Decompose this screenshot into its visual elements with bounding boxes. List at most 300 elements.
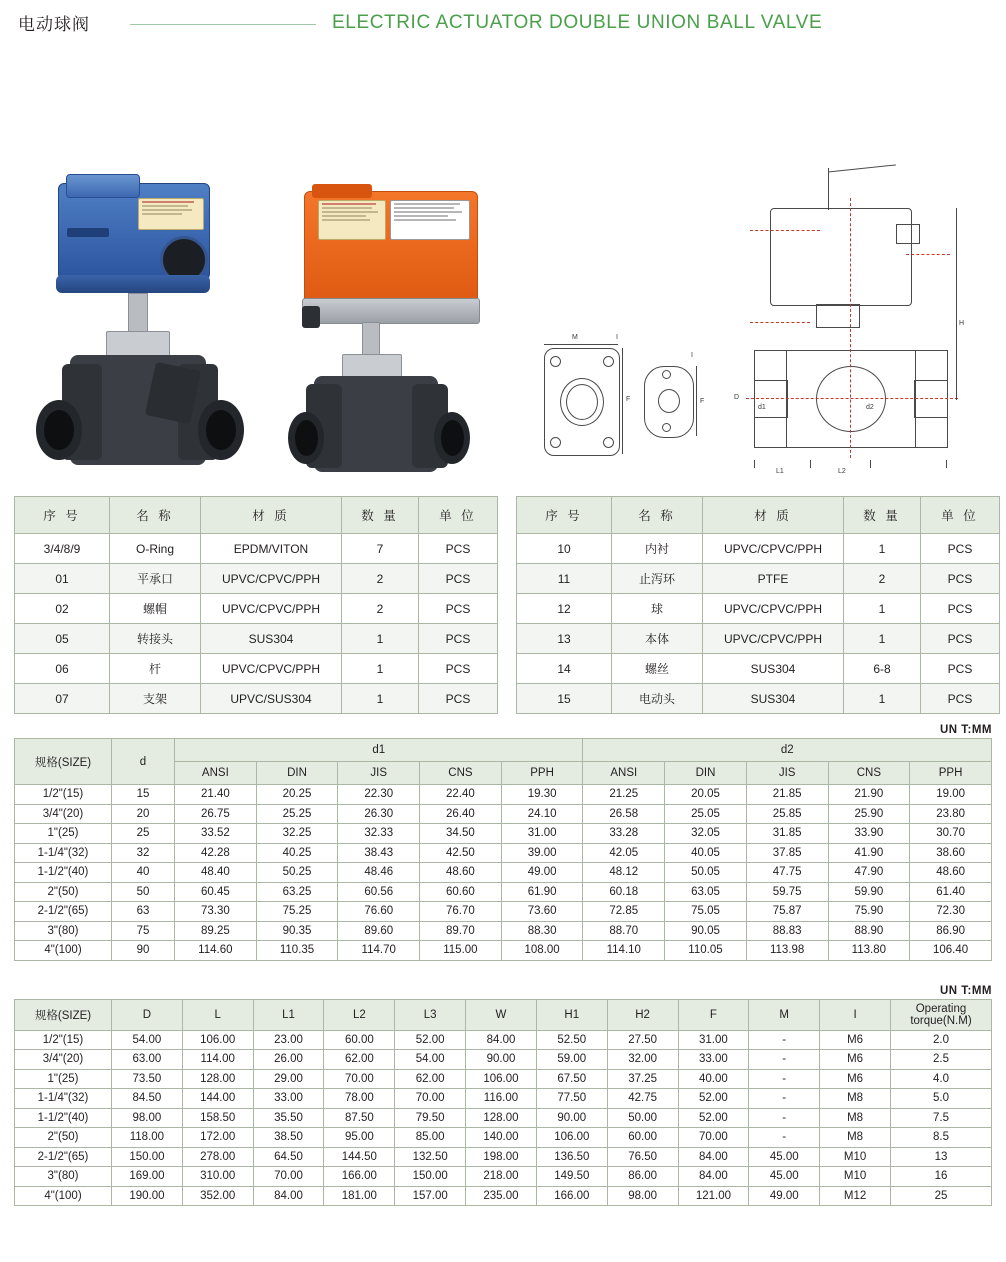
cell-L2: 78.00 xyxy=(324,1089,395,1109)
cell-d: 40 xyxy=(112,863,175,883)
cell-size: 1-1/4"(32) xyxy=(15,1089,112,1109)
table-row xyxy=(15,804,992,824)
flange-label-f: F xyxy=(626,396,631,403)
cell-material: PTFE xyxy=(703,564,844,594)
cell-d2-jis: 31.85 xyxy=(746,824,828,844)
cell-d1-ansi: 21.40 xyxy=(175,785,257,805)
cell-qty: 6-8 xyxy=(844,654,921,684)
cell-D: 84.50 xyxy=(112,1089,183,1109)
table-row xyxy=(15,1147,992,1167)
cell-d1-pph: 49.00 xyxy=(501,863,583,883)
cell-d2-ansi: 48.12 xyxy=(583,863,665,883)
cell-d1-jis: 89.60 xyxy=(338,921,420,941)
cell-F: 52.00 xyxy=(678,1089,749,1109)
col-group-d2: d2 xyxy=(583,739,992,762)
cell-W: 90.00 xyxy=(466,1050,537,1070)
header-divider xyxy=(130,24,316,25)
cell-torque: 4.0 xyxy=(891,1069,992,1089)
cell-L2: 62.00 xyxy=(324,1050,395,1070)
cell-name: 内衬 xyxy=(612,534,703,564)
cell-d1-pph: 31.00 xyxy=(501,824,583,844)
cell-d1-pph: 88.30 xyxy=(501,921,583,941)
cell-I: M6 xyxy=(820,1050,891,1070)
assembly-dim-tick-1 xyxy=(754,460,755,468)
cell-H2: 50.00 xyxy=(607,1108,678,1128)
cell-d2-cns: 41.90 xyxy=(828,843,910,863)
cell-H2: 60.00 xyxy=(607,1128,678,1148)
cell-d2-din: 40.05 xyxy=(665,843,747,863)
cell-d1-ansi: 33.52 xyxy=(175,824,257,844)
cell-unit: PCS xyxy=(921,594,1000,624)
col-d: d xyxy=(112,739,175,785)
cell-torque: 8.5 xyxy=(891,1128,992,1148)
cell-F: 84.00 xyxy=(678,1167,749,1187)
cell-material: UPVC/CPVC/PPH xyxy=(201,564,342,594)
assembly-leader-1 xyxy=(750,230,820,231)
cell-index: 07 xyxy=(15,684,110,714)
table-header-row xyxy=(15,739,992,762)
cell-name: 螺帽 xyxy=(110,594,201,624)
cell-H1: 106.00 xyxy=(536,1128,607,1148)
cell-qty: 2 xyxy=(342,594,419,624)
cell-H2: 86.00 xyxy=(607,1167,678,1187)
col-H1: H1 xyxy=(536,999,607,1030)
cell-d2-ansi: 88.70 xyxy=(583,921,665,941)
cell-d2-din: 90.05 xyxy=(665,921,747,941)
assembly-label-L1: L1 xyxy=(776,468,784,475)
flange-bolt-hole-bl xyxy=(550,437,561,448)
cell-L3: 62.00 xyxy=(395,1069,466,1089)
orange-valve-port-right-bore xyxy=(441,420,464,456)
assembly-ball xyxy=(816,366,886,432)
cell-D: 54.00 xyxy=(112,1030,183,1050)
cell-H2: 42.75 xyxy=(607,1089,678,1109)
cell-d1-din: 25.25 xyxy=(256,804,338,824)
cell-name: 电动头 xyxy=(612,684,703,714)
cell-L: 144.00 xyxy=(182,1089,253,1109)
cell-L1: 33.00 xyxy=(253,1089,324,1109)
table-row xyxy=(15,624,498,654)
cell-size: 4"(100) xyxy=(15,1186,112,1206)
cell-size: 2-1/2"(65) xyxy=(15,1147,112,1167)
cell-index: 14 xyxy=(517,654,612,684)
table-row xyxy=(15,594,498,624)
cell-d2-jis: 37.85 xyxy=(746,843,828,863)
cell-F: 84.00 xyxy=(678,1147,749,1167)
col-index: 序 号 xyxy=(15,497,110,534)
table-row xyxy=(15,1167,992,1187)
cell-index: 05 xyxy=(15,624,110,654)
cell-M: - xyxy=(749,1069,820,1089)
cell-L2: 60.00 xyxy=(324,1030,395,1050)
blue-valve-port-left-bore xyxy=(44,410,74,450)
cell-index: 11 xyxy=(517,564,612,594)
table-row xyxy=(15,1030,992,1050)
cell-d2-ansi: 33.28 xyxy=(583,824,665,844)
blue-actuator-brand xyxy=(67,228,109,237)
cell-L3: 70.00 xyxy=(395,1089,466,1109)
cell-W: 140.00 xyxy=(466,1128,537,1148)
cell-material: SUS304 xyxy=(703,654,844,684)
cell-qty: 1 xyxy=(342,684,419,714)
cell-d1-ansi: 114.60 xyxy=(175,941,257,961)
cell-M: - xyxy=(749,1089,820,1109)
cell-torque: 16 xyxy=(891,1167,992,1187)
cell-unit: PCS xyxy=(419,534,498,564)
cell-unit: PCS xyxy=(921,624,1000,654)
assembly-centerline-h xyxy=(746,398,958,399)
cell-L: 114.00 xyxy=(182,1050,253,1070)
cell-H1: 149.50 xyxy=(536,1167,607,1187)
cell-qty: 2 xyxy=(844,564,921,594)
cell-name: 平承口 xyxy=(110,564,201,594)
cell-unit: PCS xyxy=(419,684,498,714)
cell-d1-din: 90.35 xyxy=(256,921,338,941)
cell-size: 1/2"(15) xyxy=(15,1030,112,1050)
cell-L1: 70.00 xyxy=(253,1167,324,1187)
cell-L3: 85.00 xyxy=(395,1128,466,1148)
table-row xyxy=(15,1108,992,1128)
cell-d2-cns: 47.90 xyxy=(828,863,910,883)
cell-H1: 77.50 xyxy=(536,1089,607,1109)
col-unit: 单 位 xyxy=(921,497,1000,534)
cell-material: UPVC/CPVC/PPH xyxy=(201,654,342,684)
page-header xyxy=(0,0,1006,48)
cell-qty: 1 xyxy=(844,684,921,714)
blue-actuator-top-cap xyxy=(66,174,140,198)
col-material: 材 质 xyxy=(201,497,342,534)
cell-d2-jis: 113.98 xyxy=(746,941,828,961)
table-row xyxy=(15,921,992,941)
flange-dim-line-right xyxy=(622,348,623,454)
cell-M: - xyxy=(749,1128,820,1148)
cell-d1-ansi: 89.25 xyxy=(175,921,257,941)
flange-label-i: I xyxy=(616,334,618,341)
cell-index: 3/4/8/9 xyxy=(15,534,110,564)
table-header-row xyxy=(517,497,1000,534)
cell-d1-din: 50.25 xyxy=(256,863,338,883)
cell-torque: 25 xyxy=(891,1186,992,1206)
cell-d: 25 xyxy=(112,824,175,844)
cell-D: 73.50 xyxy=(112,1069,183,1089)
cell-index: 06 xyxy=(15,654,110,684)
cell-W: 198.00 xyxy=(466,1147,537,1167)
cell-L2: 95.00 xyxy=(324,1128,395,1148)
cell-d2-cns: 33.90 xyxy=(828,824,910,844)
cell-L1: 35.50 xyxy=(253,1108,324,1128)
cell-qty: 1 xyxy=(342,654,419,684)
cell-D: 63.00 xyxy=(112,1050,183,1070)
cell-F: 33.00 xyxy=(678,1050,749,1070)
cell-I: M6 xyxy=(820,1069,891,1089)
cell-H2: 76.50 xyxy=(607,1147,678,1167)
table-row xyxy=(15,1186,992,1206)
cell-d1-jis: 38.43 xyxy=(338,843,420,863)
cell-M: - xyxy=(749,1050,820,1070)
cell-d: 90 xyxy=(112,941,175,961)
cell-F: 31.00 xyxy=(678,1030,749,1050)
cell-d2-pph: 38.60 xyxy=(910,843,992,863)
col-W: W xyxy=(466,999,537,1030)
cell-D: 190.00 xyxy=(112,1186,183,1206)
table-row xyxy=(15,534,498,564)
cell-size: 3/4"(20) xyxy=(15,1050,112,1070)
cell-d1-pph: 24.10 xyxy=(501,804,583,824)
cell-qty: 1 xyxy=(844,624,921,654)
assembly-dim-tick-2 xyxy=(810,460,811,468)
table-row xyxy=(517,624,1000,654)
table-row xyxy=(15,902,992,922)
cell-d1-cns: 60.60 xyxy=(420,882,502,902)
table-row xyxy=(15,1128,992,1148)
cell-d2-din: 20.05 xyxy=(665,785,747,805)
cell-L3: 79.50 xyxy=(395,1108,466,1128)
cell-unit: PCS xyxy=(921,684,1000,714)
cell-L1: 64.50 xyxy=(253,1147,324,1167)
col-d1-din: DIN xyxy=(256,762,338,785)
cell-d2-din: 63.05 xyxy=(665,882,747,902)
cell-d1-din: 40.25 xyxy=(256,843,338,863)
cell-size: 1-1/2"(40) xyxy=(15,863,112,883)
cell-torque: 7.5 xyxy=(891,1108,992,1128)
table-row xyxy=(517,594,1000,624)
assembly-conduit-box xyxy=(896,224,920,244)
col-M: M xyxy=(749,999,820,1030)
cell-unit: PCS xyxy=(921,654,1000,684)
col-group-d1: d1 xyxy=(175,739,583,762)
assembly-label-d1: d1 xyxy=(758,404,766,411)
cell-H2: 98.00 xyxy=(607,1186,678,1206)
cell-d1-ansi: 26.75 xyxy=(175,804,257,824)
cell-index: 10 xyxy=(517,534,612,564)
dimension-table-main xyxy=(14,999,992,1207)
cell-d2-cns: 21.90 xyxy=(828,785,910,805)
assembly-actuator-outline xyxy=(770,208,912,306)
cell-L3: 132.50 xyxy=(395,1147,466,1167)
col-name: 名 称 xyxy=(612,497,703,534)
small-flange-dim-line-right xyxy=(696,366,697,436)
cell-d1-jis: 76.60 xyxy=(338,902,420,922)
cell-name: O-Ring xyxy=(110,534,201,564)
cell-d1-din: 32.25 xyxy=(256,824,338,844)
col-material: 材 质 xyxy=(703,497,844,534)
cell-name: 杆 xyxy=(110,654,201,684)
cell-d2-pph: 106.40 xyxy=(910,941,992,961)
col-size: 规格(SIZE) xyxy=(15,999,112,1030)
cell-material: UPVC/CPVC/PPH xyxy=(703,534,844,564)
cell-d1-din: 63.25 xyxy=(256,882,338,902)
cell-I: M8 xyxy=(820,1108,891,1128)
cell-d2-pph: 19.00 xyxy=(910,785,992,805)
cell-torque: 5.0 xyxy=(891,1089,992,1109)
cell-L2: 70.00 xyxy=(324,1069,395,1089)
cell-d1-pph: 39.00 xyxy=(501,843,583,863)
cell-material: UPVC/SUS304 xyxy=(201,684,342,714)
cell-d1-din: 20.25 xyxy=(256,785,338,805)
col-operating-torque: Operating torque(N.M) xyxy=(891,999,992,1030)
cell-F: 52.00 xyxy=(678,1108,749,1128)
cell-L1: 23.00 xyxy=(253,1030,324,1050)
units-note-2: UN T:MM xyxy=(939,984,992,997)
cell-torque: 2.5 xyxy=(891,1050,992,1070)
product-figures xyxy=(10,48,996,488)
cell-name: 本体 xyxy=(612,624,703,654)
cell-W: 128.00 xyxy=(466,1108,537,1128)
cell-torque: 13 xyxy=(891,1147,992,1167)
cell-size: 1/2"(15) xyxy=(15,785,112,805)
cell-d2-din: 75.05 xyxy=(665,902,747,922)
cell-d1-jis: 60.56 xyxy=(338,882,420,902)
orange-valve-port-left-bore xyxy=(295,420,318,456)
cell-d1-din: 75.25 xyxy=(256,902,338,922)
cell-L: 172.00 xyxy=(182,1128,253,1148)
cell-d1-jis: 114.70 xyxy=(338,941,420,961)
flange-label-m: M xyxy=(572,334,578,341)
cell-H1: 52.50 xyxy=(536,1030,607,1050)
cell-d2-jis: 21.85 xyxy=(746,785,828,805)
cell-L2: 144.50 xyxy=(324,1147,395,1167)
cell-L2: 181.00 xyxy=(324,1186,395,1206)
cell-M: - xyxy=(749,1030,820,1050)
cell-d2-jis: 25.85 xyxy=(746,804,828,824)
table-row xyxy=(15,1089,992,1109)
cell-name: 转接头 xyxy=(110,624,201,654)
cell-d1-cns: 89.70 xyxy=(420,921,502,941)
cell-size: 4"(100) xyxy=(15,941,112,961)
blue-actuator-label xyxy=(138,198,204,230)
cell-material: UPVC/CPVC/PPH xyxy=(703,624,844,654)
cell-qty: 1 xyxy=(342,624,419,654)
cell-L1: 29.00 xyxy=(253,1069,324,1089)
cell-d2-cns: 75.90 xyxy=(828,902,910,922)
page-title-en: ELECTRIC ACTUATOR DOUBLE UNION BALL VALVE xyxy=(332,12,823,33)
cell-W: 235.00 xyxy=(466,1186,537,1206)
cell-size: 3/4"(20) xyxy=(15,804,112,824)
cell-F: 40.00 xyxy=(678,1069,749,1089)
cell-I: M10 xyxy=(820,1167,891,1187)
assembly-dim-tick-3 xyxy=(870,460,871,468)
cell-d2-din: 32.05 xyxy=(665,824,747,844)
assembly-leader-top xyxy=(828,164,896,172)
cell-F: 121.00 xyxy=(678,1186,749,1206)
cell-d: 15 xyxy=(112,785,175,805)
flange-bolt-hole-br xyxy=(603,437,614,448)
flange-bore-inner xyxy=(566,384,598,420)
orange-actuator-top-cap xyxy=(312,184,372,198)
cell-d1-cns: 76.70 xyxy=(420,902,502,922)
cell-L: 310.00 xyxy=(182,1167,253,1187)
cell-d2-din: 110.05 xyxy=(665,941,747,961)
cell-material: UPVC/CPVC/PPH xyxy=(703,594,844,624)
cell-d2-ansi: 72.85 xyxy=(583,902,665,922)
cell-d1-jis: 26.30 xyxy=(338,804,420,824)
cell-d1-cns: 115.00 xyxy=(420,941,502,961)
table-header-row xyxy=(15,497,498,534)
cell-D: 118.00 xyxy=(112,1128,183,1148)
col-size: 规格(SIZE) xyxy=(15,739,112,785)
col-d2-cns: CNS xyxy=(828,762,910,785)
cell-L: 106.00 xyxy=(182,1030,253,1050)
cell-index: 15 xyxy=(517,684,612,714)
col-L: L xyxy=(182,999,253,1030)
cell-L: 158.50 xyxy=(182,1108,253,1128)
cell-name: 支架 xyxy=(110,684,201,714)
cell-D: 98.00 xyxy=(112,1108,183,1128)
table-row xyxy=(517,564,1000,594)
cell-size: 1"(25) xyxy=(15,824,112,844)
cell-W: 116.00 xyxy=(466,1089,537,1109)
table-row xyxy=(15,843,992,863)
cell-qty: 1 xyxy=(844,594,921,624)
col-d1-ansi: ANSI xyxy=(175,762,257,785)
col-L2: L2 xyxy=(324,999,395,1030)
col-d2-din: DIN xyxy=(665,762,747,785)
orange-actuator-label-right xyxy=(390,200,470,240)
cell-d2-cns: 25.90 xyxy=(828,804,910,824)
cell-d2-pph: 72.30 xyxy=(910,902,992,922)
col-L3: L3 xyxy=(395,999,466,1030)
cell-I: M8 xyxy=(820,1128,891,1148)
parts-table-left xyxy=(14,496,498,714)
col-L1: L1 xyxy=(253,999,324,1030)
assembly-dim-h-line xyxy=(956,208,957,400)
cell-L: 352.00 xyxy=(182,1186,253,1206)
cell-qty: 1 xyxy=(844,534,921,564)
table-row xyxy=(15,564,498,594)
dimension-table-d1-d2 xyxy=(14,738,992,961)
cell-material: SUS304 xyxy=(201,624,342,654)
cell-L2: 87.50 xyxy=(324,1108,395,1128)
table-row xyxy=(517,654,1000,684)
cell-L3: 54.00 xyxy=(395,1050,466,1070)
cell-d1-pph: 61.90 xyxy=(501,882,583,902)
cell-d: 20 xyxy=(112,804,175,824)
assembly-dim-tick-4 xyxy=(946,460,947,468)
cell-d1-jis: 48.46 xyxy=(338,863,420,883)
assembly-label-L2: L2 xyxy=(838,468,846,475)
small-flange-bolt-hole-bottom xyxy=(662,423,671,432)
cell-d1-cns: 34.50 xyxy=(420,824,502,844)
cell-L1: 26.00 xyxy=(253,1050,324,1070)
flange-bolt-hole-tl xyxy=(550,356,561,367)
assembly-label-d2: d2 xyxy=(866,404,874,411)
cell-d1-pph: 73.60 xyxy=(501,902,583,922)
cell-H1: 136.50 xyxy=(536,1147,607,1167)
table-row xyxy=(517,684,1000,714)
cell-d2-ansi: 114.10 xyxy=(583,941,665,961)
small-flange-label-f: F xyxy=(700,398,705,405)
col-F: F xyxy=(678,999,749,1030)
cell-d: 75 xyxy=(112,921,175,941)
cell-d: 63 xyxy=(112,902,175,922)
table-header-row xyxy=(15,999,992,1030)
cell-d2-jis: 75.87 xyxy=(746,902,828,922)
cell-unit: PCS xyxy=(419,624,498,654)
assembly-bracket xyxy=(816,304,860,328)
cell-L: 278.00 xyxy=(182,1147,253,1167)
cell-d2-ansi: 42.05 xyxy=(583,843,665,863)
cell-d: 50 xyxy=(112,882,175,902)
assembly-centerline-v xyxy=(850,198,851,458)
orange-actuator-cable-gland xyxy=(302,306,320,328)
assembly-label-D: D xyxy=(734,394,740,401)
orange-actuator-base xyxy=(302,298,480,324)
cell-H2: 32.00 xyxy=(607,1050,678,1070)
cell-L3: 52.00 xyxy=(395,1030,466,1050)
assembly-leader-2 xyxy=(750,322,810,323)
cell-M: 49.00 xyxy=(749,1186,820,1206)
table-row xyxy=(15,1050,992,1070)
